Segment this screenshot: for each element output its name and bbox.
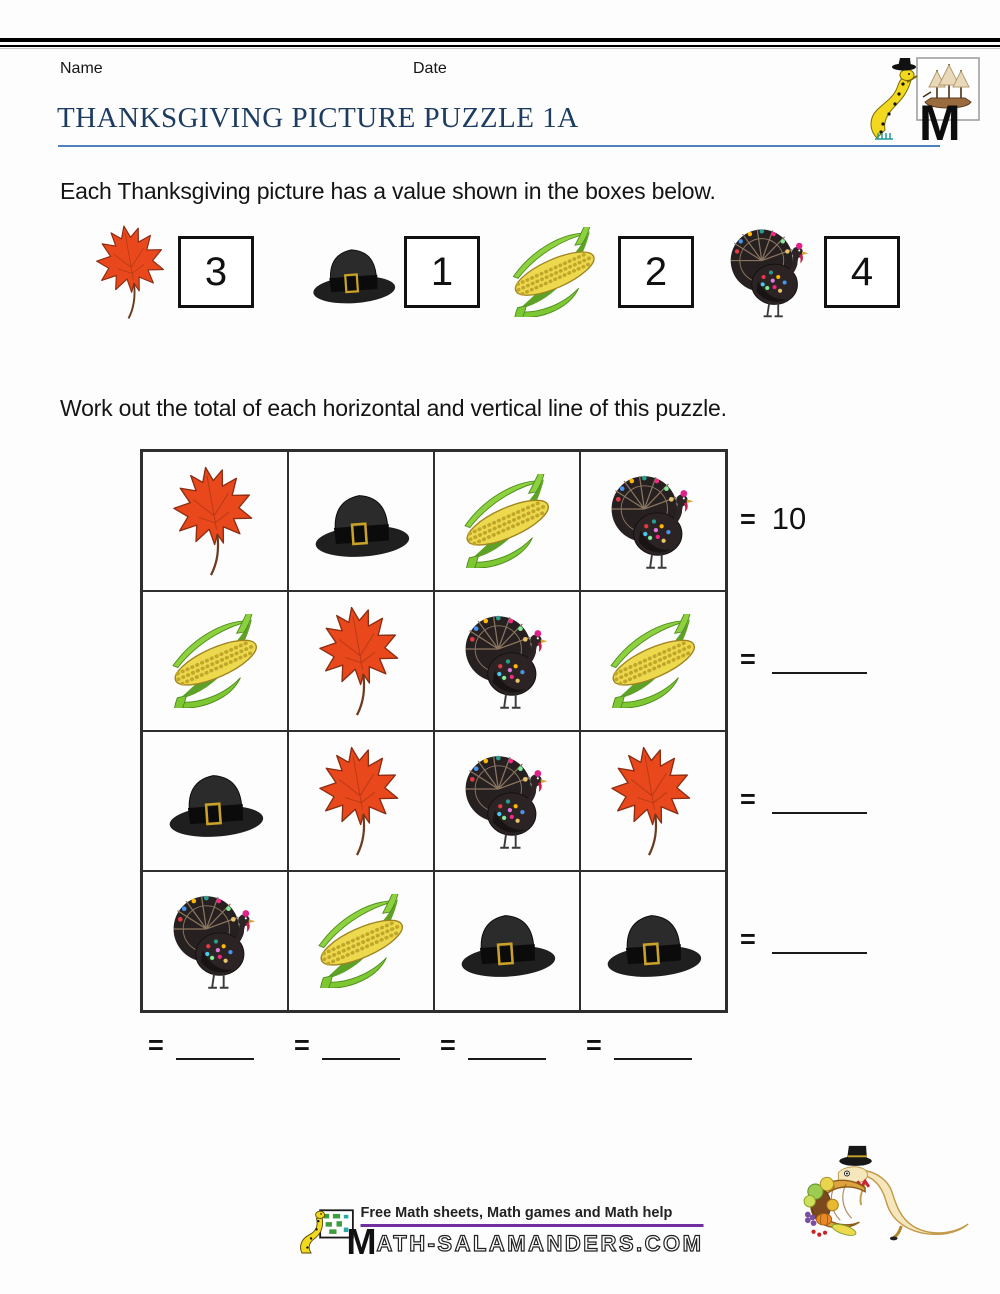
- salamander-tail-body: [859, 1171, 968, 1235]
- turkey-icon: [454, 749, 560, 853]
- pilgrim-hat-crown: [847, 1146, 867, 1160]
- maple-leaf-icon: [311, 744, 411, 858]
- instruction-values: Each Thanksgiving picture has a value shown in the boxes below.: [60, 178, 716, 204]
- row-total-value: [740, 449, 867, 589]
- value-box-turkey: 4: [824, 236, 900, 308]
- equals-sign: =: [740, 783, 756, 814]
- salamander-leg: [894, 1226, 902, 1237]
- puzzle-cell-corn-cob: [434, 451, 580, 591]
- pilgrim-hat-icon: [159, 760, 271, 842]
- puzzle-cell-corn-cob: [580, 591, 726, 731]
- fruit-lime: [804, 1195, 815, 1206]
- answer-blank-line: [772, 951, 867, 954]
- row-totals-column: [740, 449, 867, 1009]
- equals-sign: =: [586, 1030, 602, 1060]
- maple-leaf-icon: [165, 464, 265, 578]
- name-label: Name: [60, 60, 103, 77]
- pilgrim-hat-crown: [898, 58, 911, 67]
- wordmark-big-m: M: [346, 1221, 377, 1262]
- key-item-pilgrim-hat: [304, 234, 480, 310]
- wordmark-rest: ATH-SALAMANDERS.COM: [376, 1231, 704, 1256]
- puzzle-cell-maple-leaf: [142, 451, 288, 591]
- maple-leaf-icon: [311, 604, 411, 718]
- puzzle-cell-maple-leaf: [580, 731, 726, 871]
- corn-cob-icon: [589, 614, 717, 708]
- puzzle-cell-turkey: [142, 871, 288, 1011]
- column-totals-row: [140, 1030, 724, 1061]
- answer-blank-line: [614, 1057, 692, 1060]
- equals-sign: =: [740, 503, 756, 534]
- puzzle-cell-turkey: [434, 591, 580, 731]
- answer-blank-line: [772, 671, 867, 674]
- corn-cob-icon: [297, 894, 425, 988]
- turkey-icon: [162, 889, 268, 993]
- pilgrim-hat-icon: [304, 234, 402, 310]
- puzzle-grid: [140, 449, 728, 1013]
- corn-cob-icon: [443, 474, 571, 568]
- turkey-icon: [600, 469, 706, 573]
- value-box-maple-leaf: 3: [178, 236, 254, 308]
- equals-sign: =: [148, 1030, 164, 1060]
- corn-cob-icon: [151, 614, 279, 708]
- puzzle-cell-maple-leaf: [288, 731, 434, 871]
- salamander-head: [900, 70, 914, 81]
- puzzle-cell-pilgrim-hat: [434, 871, 580, 1011]
- row-total-blank: [740, 589, 867, 729]
- value-box-corn-cob: 2: [618, 236, 694, 308]
- puzzle-cell-maple-leaf: [288, 591, 434, 731]
- maple-leaf-icon: [603, 744, 703, 858]
- top-border-rule: [0, 38, 1000, 47]
- answer-blank-line: [772, 811, 867, 814]
- salamander-mayflower-logo: [857, 56, 985, 144]
- total-value: 10: [771, 501, 807, 536]
- puzzle-cell-pilgrim-hat: [288, 451, 434, 591]
- row-total-blank: [740, 729, 867, 869]
- turkey-icon: [454, 609, 560, 713]
- page-title: THANKSGIVING PICTURE PUZZLE 1A: [57, 102, 579, 134]
- puzzle-cell-pilgrim-hat: [580, 871, 726, 1011]
- logo-m-letter: M: [919, 95, 961, 144]
- equals-sign: =: [740, 923, 756, 954]
- puzzle-cell-corn-cob: [288, 871, 434, 1011]
- fruit-pear: [827, 1199, 838, 1210]
- top-border-shadow: [0, 48, 1000, 49]
- col-total-blank: [140, 1030, 286, 1061]
- col-total-blank: [432, 1030, 578, 1061]
- footer-wordmark: [346, 1221, 704, 1262]
- puzzle-cell-turkey: [580, 451, 726, 591]
- row-total-blank: [740, 869, 867, 1009]
- value-box-pilgrim-hat: 1: [404, 236, 480, 308]
- turkey-icon: [718, 224, 822, 320]
- salamander-body: [871, 76, 911, 138]
- puzzle-cell-pilgrim-hat: [142, 731, 288, 871]
- instruction-totals: Work out the total of each horizontal and vertical line of this puzzle.: [60, 395, 727, 421]
- equals-sign: =: [294, 1030, 310, 1060]
- red-berries: [811, 1230, 827, 1237]
- pumpkin: [816, 1214, 831, 1225]
- puzzle-cell-turkey: [434, 731, 580, 871]
- picture-value-key: [88, 226, 900, 318]
- title-underline-rule: [58, 145, 940, 147]
- salamander-cornucopia-art: [798, 1142, 978, 1247]
- teal-comb: [875, 133, 893, 139]
- pilgrim-hat-icon: [305, 480, 417, 562]
- answer-blank-line: [468, 1057, 546, 1060]
- pilgrim-hat-icon: [597, 900, 709, 982]
- key-item-corn-cob: [492, 227, 694, 317]
- salamander-eye: [908, 73, 910, 75]
- corn-cob-icon: [492, 227, 616, 317]
- key-item-turkey: [718, 224, 900, 320]
- maple-leaf-icon: [88, 223, 176, 321]
- footer-tagline: Free Math sheets, Math games and Math help: [361, 1205, 704, 1227]
- key-item-maple-leaf: [88, 223, 254, 321]
- footer-brand: [297, 1205, 704, 1262]
- answer-blank-line: [176, 1057, 254, 1060]
- date-label: Date: [413, 60, 447, 77]
- col-total-blank: [286, 1030, 432, 1061]
- fruit-yellow: [820, 1177, 833, 1190]
- pilgrim-hat-icon: [451, 900, 563, 982]
- salamander-foot: [890, 1237, 898, 1241]
- puzzle-cell-corn-cob: [142, 591, 288, 731]
- col-total-blank: [578, 1030, 724, 1061]
- salamander-pupil: [846, 1173, 848, 1175]
- answer-blank-line: [322, 1057, 400, 1060]
- equals-sign: =: [740, 643, 756, 674]
- equals-sign: =: [440, 1030, 456, 1060]
